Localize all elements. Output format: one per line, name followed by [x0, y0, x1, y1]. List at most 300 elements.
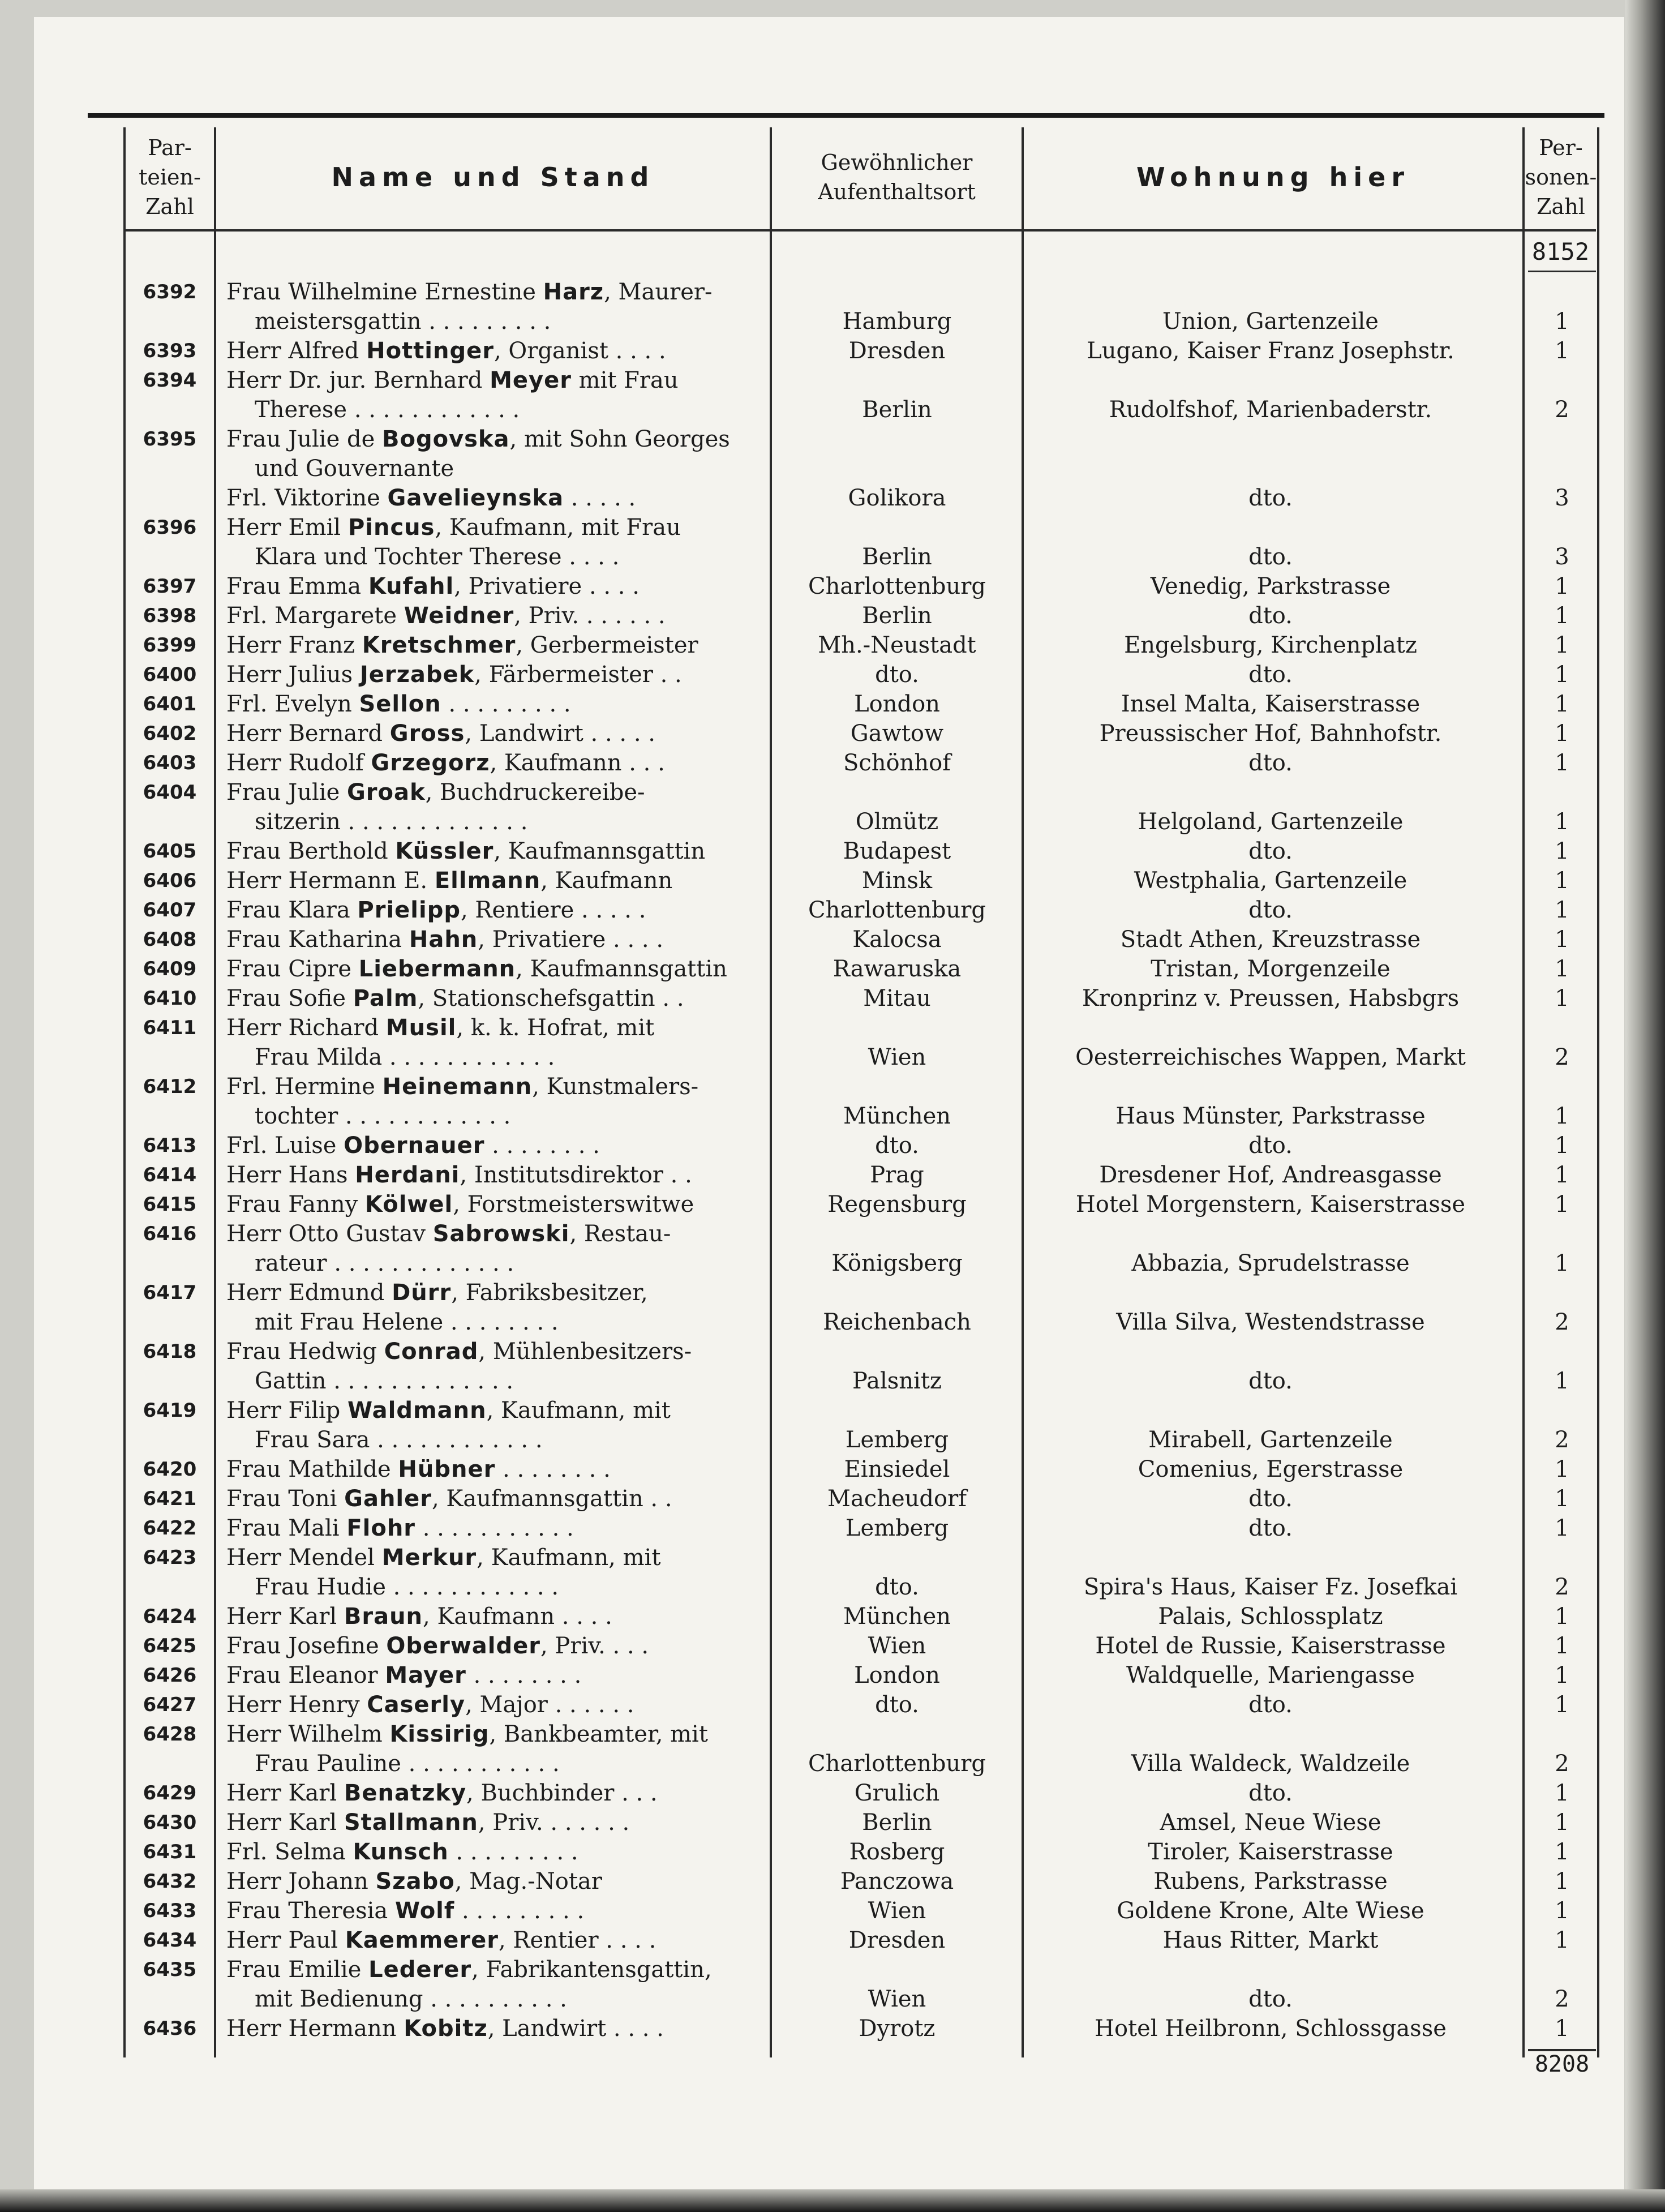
name-suffix: . . . . . . . . — [484, 1133, 600, 1159]
lodging: Haus Münster, Parkstrasse — [1115, 1103, 1426, 1129]
name-line — [226, 1926, 770, 1955]
name-suffix: , Stationschefsgattin . . — [418, 985, 684, 1011]
name-line — [226, 542, 770, 572]
surname: Liebermann — [358, 956, 516, 982]
name-and-status — [226, 1337, 770, 1396]
table-row — [0, 277, 1665, 336]
name-suffix: , Kaufmann, mit — [477, 1545, 661, 1571]
name-prefix: Frau Toni — [226, 1486, 345, 1512]
name-prefix: und Gouvernante — [255, 456, 454, 482]
person-count: 1 — [1555, 1839, 1569, 1865]
name-and-status — [226, 1955, 770, 2014]
surname: Bogovska — [381, 426, 510, 452]
person-count: 1 — [1555, 897, 1569, 923]
name-and-status — [226, 1720, 770, 1778]
residence: Regensburg — [827, 1191, 967, 1218]
person-count: 1 — [1555, 809, 1569, 835]
name-prefix: Frau Mali — [226, 1515, 347, 1541]
party-number: 6409 — [143, 958, 197, 980]
surname: Harz — [543, 279, 604, 305]
name-line — [226, 866, 770, 895]
residence: Charlottenburg — [808, 897, 986, 923]
surname: Palm — [353, 985, 418, 1011]
person-count: 1 — [1555, 1810, 1569, 1836]
table-row — [0, 1013, 1665, 1072]
name-prefix: Herr Edmund — [226, 1280, 392, 1306]
residence: Dyrotz — [859, 2016, 936, 2042]
residence: dto. — [875, 1574, 919, 1600]
name-line — [226, 366, 770, 395]
name-line — [226, 1690, 770, 1720]
name-suffix: , Kaufmann, mit Frau — [435, 515, 681, 541]
table-row — [0, 1778, 1665, 1808]
name-prefix: Therese . . . . . . . . . . . . — [255, 397, 520, 423]
person-count: 1 — [1555, 691, 1569, 717]
name-and-status — [226, 1543, 770, 1602]
name-prefix: rateur . . . . . . . . . . . . . — [255, 1250, 514, 1276]
name-prefix: Frau Theresia — [226, 1898, 395, 1924]
name-line — [226, 425, 770, 454]
name-and-status — [226, 748, 770, 778]
residence: München — [843, 1604, 951, 1630]
name-and-status — [226, 277, 770, 336]
party-number: 6433 — [143, 1900, 197, 1922]
lodging: Union, Gartenzeile — [1162, 308, 1379, 335]
person-count: 1 — [1555, 1162, 1569, 1188]
party-number: 6399 — [143, 634, 197, 657]
name-line — [226, 1514, 770, 1543]
party-number: 6402 — [143, 722, 197, 745]
name-suffix: , Färbermeister . . — [474, 662, 682, 688]
name-suffix: , Major . . . . . . — [465, 1692, 634, 1718]
name-line — [226, 307, 770, 336]
name-suffix: , Kaufmann . . . — [490, 750, 665, 776]
name-prefix: Herr Johann — [226, 1868, 376, 1894]
name-prefix: Frau Sara . . . . . . . . . . . . — [255, 1427, 543, 1453]
table-row — [0, 1896, 1665, 1926]
table-row — [0, 601, 1665, 631]
name-prefix: Frau Julie — [226, 779, 347, 805]
name-and-status — [226, 1190, 770, 1219]
person-count: 1 — [1555, 1456, 1569, 1482]
person-count: 1 — [1555, 838, 1569, 864]
header-wohnung-hier: Wohnung hier — [1136, 161, 1410, 192]
name-line — [226, 1896, 770, 1926]
name-line — [226, 277, 770, 307]
name-and-status — [226, 1602, 770, 1631]
surname: Grzegorz — [371, 750, 490, 776]
header-personen-line: Per- — [1539, 135, 1583, 160]
party-number: 6425 — [143, 1635, 197, 1657]
table-row — [0, 1837, 1665, 1867]
name-line — [226, 719, 770, 748]
name-line — [226, 1543, 770, 1572]
table-row — [0, 895, 1665, 925]
name-line — [226, 2014, 770, 2043]
name-and-status — [226, 336, 770, 366]
name-suffix: , Landwirt . . . . — [487, 2016, 664, 2042]
surname: Pincus — [347, 515, 435, 541]
name-prefix: Frau Cipre — [226, 956, 359, 982]
name-suffix: , Kunstmalers- — [532, 1074, 699, 1100]
party-number: 6419 — [143, 1399, 197, 1422]
name-line — [226, 954, 770, 984]
lodging: Palais, Schlossplatz — [1158, 1604, 1383, 1630]
residence: Prag — [870, 1162, 924, 1188]
name-prefix: meistersgattin . . . . . . . . . — [255, 308, 551, 335]
person-count: 1 — [1555, 338, 1569, 364]
name-prefix: Frau Pauline . . . . . . . . . . . — [255, 1751, 560, 1777]
lodging: dto. — [1248, 544, 1293, 570]
header-name-und-stand: Name und Stand — [331, 161, 655, 192]
residence: Charlottenburg — [808, 1751, 986, 1777]
residence: München — [843, 1103, 951, 1129]
name-prefix: Herr Hermann — [226, 2016, 404, 2042]
name-and-status — [226, 954, 770, 984]
name-prefix: Frl. Hermine — [226, 1074, 383, 1100]
party-number: 6435 — [143, 1958, 197, 1981]
party-number: 6407 — [143, 899, 197, 921]
table-row — [0, 748, 1665, 778]
surname: Waldmann — [347, 1397, 487, 1424]
name-prefix: tochter . . . . . . . . . . . . — [255, 1103, 511, 1129]
name-prefix: Frl. Margarete — [226, 603, 404, 629]
header-aufenthalt-line: Gewöhnlicher — [821, 149, 973, 175]
name-line — [226, 1072, 770, 1101]
name-and-status — [226, 1661, 770, 1690]
party-number: 6417 — [143, 1281, 197, 1304]
party-number: 6428 — [143, 1723, 197, 1746]
name-line — [226, 778, 770, 807]
lodging: Waldquelle, Mariengasse — [1126, 1662, 1415, 1688]
residence: Minsk — [861, 868, 933, 894]
name-prefix: Frl. Evelyn — [226, 691, 359, 717]
name-prefix: Frl. Selma — [226, 1839, 353, 1865]
person-count: 1 — [1555, 1103, 1569, 1129]
name-and-status — [226, 1690, 770, 1720]
lodging: Mirabell, Gartenzeile — [1148, 1427, 1393, 1453]
surname: Weidner — [404, 603, 514, 629]
residence: Königsberg — [831, 1250, 963, 1276]
table-row — [0, 954, 1665, 984]
residence: Rosberg — [849, 1839, 945, 1865]
name-prefix: Herr Karl — [226, 1604, 344, 1630]
person-count: 2 — [1555, 397, 1569, 423]
table-row — [0, 925, 1665, 954]
name-and-status — [226, 601, 770, 631]
name-prefix: Klara und Tochter Therese . . . . — [255, 544, 620, 570]
person-count: 1 — [1555, 1780, 1569, 1806]
name-and-status — [226, 1396, 770, 1455]
lodging: Westphalia, Gartenzeile — [1134, 868, 1407, 894]
lodging: Tiroler, Kaiserstrasse — [1148, 1839, 1393, 1865]
table-row — [0, 1543, 1665, 1602]
lodging: dto. — [1248, 897, 1293, 923]
table-row — [0, 631, 1665, 660]
party-number: 6420 — [143, 1458, 197, 1481]
name-and-status — [226, 1131, 770, 1160]
party-number: 6408 — [143, 928, 197, 951]
surname: Musil — [385, 1015, 457, 1041]
name-line — [226, 572, 770, 601]
name-line — [226, 1396, 770, 1425]
residence: Berlin — [862, 603, 932, 629]
person-count: 1 — [1555, 1868, 1569, 1894]
name-line — [226, 984, 770, 1013]
name-and-status — [226, 1484, 770, 1514]
header-parteien-zahl — [126, 125, 214, 229]
party-number: 6418 — [143, 1340, 197, 1363]
name-prefix: Herr Richard — [226, 1015, 386, 1041]
page-sum-total: 8208 — [1528, 2049, 1596, 2085]
table-row — [0, 837, 1665, 866]
person-count: 1 — [1555, 1486, 1569, 1512]
surname: Merkur — [381, 1545, 477, 1571]
residence: Hamburg — [842, 308, 952, 335]
header-parteien-line: Par- — [148, 135, 192, 160]
header-parteien-line: teien- — [139, 164, 201, 190]
party-number: 6400 — [143, 663, 197, 686]
party-number: 6398 — [143, 605, 197, 627]
residence: Golikora — [848, 485, 946, 511]
name-suffix: . . . . . . . . . . . — [415, 1515, 574, 1541]
table-row — [0, 1867, 1665, 1896]
table-row — [0, 778, 1665, 837]
name-and-status — [226, 1926, 770, 1955]
table-row — [0, 1926, 1665, 1955]
party-number: 6424 — [143, 1605, 197, 1628]
name-line — [226, 513, 770, 542]
person-count: 2 — [1555, 1574, 1569, 1600]
name-line — [226, 1749, 770, 1778]
person-count: 1 — [1555, 1927, 1569, 1953]
name-suffix: , Mag.-Notar — [454, 1868, 602, 1894]
name-and-status — [226, 895, 770, 925]
name-line — [226, 1720, 770, 1749]
name-suffix: , Organist . . . . — [494, 338, 666, 364]
name-line — [226, 1219, 770, 1249]
residence: Wien — [868, 1986, 926, 2012]
name-prefix: mit Frau Helene . . . . . . . . — [255, 1309, 559, 1335]
lodging: Kronprinz v. Preussen, Habsbgrs — [1082, 985, 1460, 1011]
name-suffix: , Restau- — [569, 1221, 671, 1247]
name-suffix: , Kaufmannsgattin — [516, 956, 727, 982]
name-suffix: , Kaufmann . . . . — [423, 1604, 612, 1630]
surname: Gahler — [344, 1486, 432, 1512]
residence: Olmütz — [855, 809, 939, 835]
name-line — [226, 1278, 770, 1308]
party-number: 6432 — [143, 1870, 197, 1893]
name-line — [226, 895, 770, 925]
surname: Kretschmer — [362, 632, 516, 658]
lodging: dto. — [1248, 603, 1293, 629]
lodging: Haus Ritter, Markt — [1162, 1927, 1379, 1953]
name-line — [226, 1955, 770, 1984]
name-and-status — [226, 719, 770, 748]
name-line — [226, 1131, 770, 1160]
name-prefix: Frau Josefine — [226, 1633, 387, 1659]
name-suffix: , Buchbinder . . . — [466, 1780, 658, 1806]
name-suffix: . . . . . . . . — [466, 1662, 582, 1688]
residence: Macheudorf — [827, 1486, 967, 1512]
surname: Obernauer — [344, 1133, 485, 1159]
residence: dto. — [875, 1133, 919, 1159]
table-row — [0, 866, 1665, 895]
person-count: 1 — [1555, 956, 1569, 982]
lodging: Insel Malta, Kaiserstrasse — [1121, 691, 1421, 717]
table-row — [0, 513, 1665, 572]
party-number: 6427 — [143, 1694, 197, 1716]
name-suffix: , Kaufmannsgattin . . — [432, 1486, 672, 1512]
surname: Kaemmerer — [345, 1927, 499, 1953]
party-number: 6423 — [143, 1546, 197, 1569]
name-suffix: , mit Sohn Georges — [509, 426, 730, 452]
lodging: dto. — [1248, 485, 1293, 511]
name-prefix: Frau Klara — [226, 897, 358, 923]
lodging: Abbazia, Sprudelstrasse — [1131, 1250, 1410, 1276]
name-suffix: . . . . . . . . . — [454, 1898, 585, 1924]
surname: Gross — [389, 721, 465, 747]
party-number: 6411 — [143, 1017, 197, 1039]
person-count: 1 — [1555, 1662, 1569, 1688]
name-suffix: , Rentier . . . . — [498, 1927, 656, 1953]
name-and-status — [226, 1072, 770, 1131]
table-row — [0, 1131, 1665, 1160]
name-prefix: Frau Katharina — [226, 927, 409, 953]
name-line — [226, 1337, 770, 1366]
name-and-status — [226, 366, 770, 425]
name-suffix: , Kaufmann — [540, 868, 673, 894]
name-prefix: Frau Emma — [226, 573, 368, 599]
name-suffix: . . . . . . . . . — [448, 1839, 578, 1865]
name-suffix: , Rentiere . . . . . — [460, 897, 646, 923]
name-prefix: Frau Fanny — [226, 1191, 365, 1218]
name-line — [226, 601, 770, 631]
residence: Panczowa — [840, 1868, 954, 1894]
name-line — [226, 1984, 770, 2014]
name-suffix: , Gerbermeister — [516, 632, 698, 658]
surname: Groak — [346, 779, 426, 805]
name-line — [226, 631, 770, 660]
residence: Palsnitz — [852, 1368, 942, 1394]
lodging: Spira's Haus, Kaiser Fz. Josefkai — [1083, 1574, 1458, 1600]
name-prefix: Frau Emilie — [226, 1957, 369, 1983]
residence: dto. — [875, 662, 919, 688]
party-number: 6434 — [143, 1929, 197, 1952]
residence: Berlin — [862, 544, 932, 570]
table-row — [0, 336, 1665, 366]
lodging: Preussischer Hof, Bahnhofstr. — [1099, 721, 1442, 747]
name-prefix: Frau Milda . . . . . . . . . . . . — [255, 1044, 555, 1070]
person-count: 3 — [1555, 485, 1569, 511]
name-line — [226, 483, 770, 513]
name-line — [226, 1160, 770, 1190]
surname: Hottinger — [366, 338, 494, 364]
person-count: 1 — [1555, 1515, 1569, 1541]
surname: Conrad — [384, 1339, 479, 1365]
name-prefix: Herr Otto Gustav — [226, 1221, 433, 1247]
name-line — [226, 1425, 770, 1455]
surname: Kufahl — [368, 573, 454, 599]
lodging: Amsel, Neue Wiese — [1160, 1810, 1381, 1836]
surname: Kölwel — [364, 1191, 453, 1218]
name-and-status — [226, 572, 770, 601]
name-line — [226, 1661, 770, 1690]
page-bottom-shadow — [0, 2189, 1665, 2212]
name-line — [226, 336, 770, 366]
table-row — [0, 1160, 1665, 1190]
residence: Berlin — [862, 1810, 932, 1836]
residence: Wien — [868, 1044, 926, 1070]
person-count: 3 — [1555, 544, 1569, 570]
name-suffix: , Privatiere . . . . — [478, 927, 664, 953]
lodging: Engelsburg, Kirchenplatz — [1124, 632, 1417, 658]
party-number: 6413 — [143, 1134, 197, 1157]
residence: dto. — [875, 1692, 919, 1718]
lodging: dto. — [1248, 1368, 1293, 1394]
surname: Lederer — [368, 1957, 472, 1983]
party-number: 6429 — [143, 1782, 197, 1804]
residence: Kalocsa — [852, 927, 942, 953]
name-and-status — [226, 1278, 770, 1337]
name-and-status — [226, 1631, 770, 1661]
lodging: Comenius, Egerstrasse — [1138, 1456, 1404, 1482]
name-line — [226, 1013, 770, 1043]
person-count: 1 — [1555, 1692, 1569, 1718]
person-count: 1 — [1555, 721, 1569, 747]
table-row — [0, 1455, 1665, 1484]
lodging: Tristan, Morgenzeile — [1151, 956, 1391, 982]
surname: Caserly — [367, 1692, 466, 1718]
name-suffix: , Fabrikantensgattin, — [471, 1957, 712, 1983]
name-and-status — [226, 2014, 770, 2043]
name-and-status — [226, 513, 770, 572]
surname: Kunsch — [353, 1839, 449, 1865]
name-prefix: Herr Emil — [226, 515, 348, 541]
person-count: 1 — [1555, 750, 1569, 776]
surname: Jerzabek — [359, 662, 475, 688]
name-line — [226, 1572, 770, 1602]
name-prefix: Herr Filip — [226, 1397, 347, 1424]
residence: Einsiedel — [844, 1456, 950, 1482]
name-line — [226, 1249, 770, 1278]
party-number: 6394 — [143, 369, 197, 392]
name-prefix: Herr Hans — [226, 1162, 355, 1188]
party-number: 6410 — [143, 987, 197, 1010]
surname: Flohr — [346, 1515, 416, 1541]
person-count: 2 — [1555, 1309, 1569, 1335]
person-count: 1 — [1555, 985, 1569, 1011]
name-suffix: , Fabriksbesitzer, — [451, 1280, 648, 1306]
table-row — [0, 1514, 1665, 1543]
name-suffix: , Priv. . . . . . . — [478, 1810, 630, 1836]
lodging: dto. — [1248, 1133, 1293, 1159]
name-line — [226, 1308, 770, 1337]
lodging: dto. — [1248, 838, 1293, 864]
residence: Rawaruska — [832, 956, 962, 982]
name-and-status — [226, 1808, 770, 1837]
person-count: 1 — [1555, 308, 1569, 335]
party-number: 6422 — [143, 1517, 197, 1540]
name-line — [226, 1867, 770, 1896]
name-suffix: , Privatiere . . . . — [454, 573, 640, 599]
name-line — [226, 1602, 770, 1631]
residence: Lemberg — [845, 1515, 949, 1541]
party-number: 6430 — [143, 1811, 197, 1834]
person-count: 1 — [1555, 2016, 1569, 2042]
residence: Mh.-Neustadt — [818, 632, 976, 658]
name-prefix: mit Bedienung . . . . . . . . . . — [255, 1986, 567, 2012]
